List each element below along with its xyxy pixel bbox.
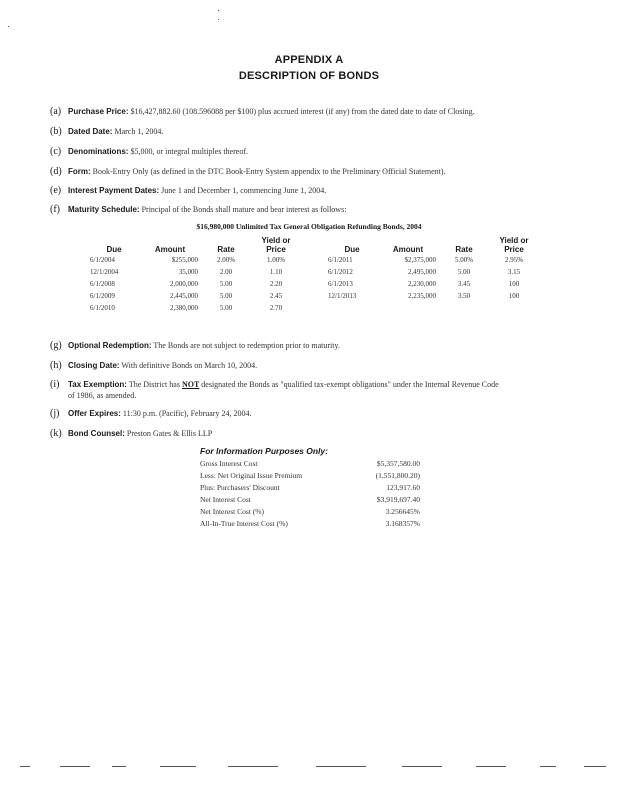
maturity-table-title: $16,980,000 Unlimited Tax General Obligation Refunding Bonds, 2004 bbox=[196, 222, 422, 231]
info-label: All-In-True Interest Cost (%) bbox=[200, 519, 288, 528]
purchase-price-label: Purchase Price: bbox=[68, 107, 129, 116]
maturity-schedule-item bbox=[50, 204, 570, 215]
item-letter: (e) bbox=[50, 185, 62, 196]
rate-cell: 3.50 bbox=[457, 292, 471, 300]
due-cell: 12/1/2013 bbox=[328, 292, 357, 300]
table-row bbox=[88, 302, 538, 314]
rate-cell: 5.00 bbox=[219, 304, 233, 312]
amount-cell: 2,235,000 bbox=[408, 292, 436, 300]
yield-cell: 2.20 bbox=[269, 280, 283, 288]
amount-cell: 35,000 bbox=[178, 268, 198, 276]
yield-cell: 100 bbox=[508, 280, 520, 288]
header-yield-or-price bbox=[490, 236, 538, 254]
due-cell: 6/1/2004 bbox=[90, 256, 115, 264]
table-row bbox=[88, 266, 538, 278]
due-cell: 6/1/2008 bbox=[90, 280, 115, 288]
item-letter: (k) bbox=[50, 428, 62, 439]
rate-cell: 5.00 bbox=[457, 268, 471, 276]
offer-expires-text: 11:30 p.m. (Pacific), February 24, 2004. bbox=[122, 409, 252, 418]
due-cell bbox=[326, 302, 378, 314]
column-gap bbox=[300, 278, 326, 290]
yield-cell: 2.95% bbox=[504, 256, 524, 264]
scan-artifact-line bbox=[160, 766, 196, 767]
column-gap bbox=[300, 290, 326, 302]
column-gap bbox=[300, 266, 326, 278]
bond-counsel-item bbox=[50, 428, 570, 439]
info-value: (1,551,800.20) bbox=[375, 471, 420, 480]
offer-expires-item bbox=[50, 408, 570, 419]
item-letter: (b) bbox=[50, 126, 62, 137]
info-value: $3,919,697.40 bbox=[376, 495, 420, 504]
optional-redemption-text: The Bonds are not subject to redemption prior to maturity. bbox=[153, 341, 340, 350]
rate-cell: 5.00% bbox=[454, 256, 474, 264]
amount-cell: $255,000 bbox=[171, 256, 198, 264]
denominations-item bbox=[50, 146, 570, 157]
item-letter: (h) bbox=[50, 360, 62, 371]
tax-exemption-text-before: The District has bbox=[128, 380, 180, 389]
offer-expires-label: Offer Expires: bbox=[68, 409, 121, 418]
tax-exemption-item bbox=[50, 379, 570, 401]
amount-cell bbox=[378, 302, 438, 314]
dated-date-label: Dated Date: bbox=[68, 127, 113, 136]
amount-cell: 2,445,000 bbox=[170, 292, 198, 300]
header-yield-or-price bbox=[252, 236, 300, 254]
item-letter: (g) bbox=[50, 340, 62, 351]
rate-cell: 5.00 bbox=[219, 280, 233, 288]
scan-artifact-line bbox=[316, 766, 366, 767]
item-letter: (i) bbox=[50, 379, 60, 390]
header-rate: Rate bbox=[455, 245, 473, 254]
scan-speck bbox=[8, 26, 9, 27]
info-heading: For Information Purposes Only: bbox=[200, 446, 328, 456]
table-row bbox=[88, 254, 538, 266]
due-cell: 6/1/2009 bbox=[90, 292, 115, 300]
closing-date-text: With definitive Bonds on March 10, 2004. bbox=[121, 361, 258, 370]
table-row bbox=[88, 290, 538, 302]
maturity-table bbox=[88, 236, 538, 314]
amount-cell: $2,375,000 bbox=[404, 256, 436, 264]
info-label: Plus: Purchasers' Discount bbox=[200, 483, 280, 492]
amount-cell: 2,380,000 bbox=[170, 304, 198, 312]
item-letter: (d) bbox=[50, 166, 62, 177]
tax-exemption-text-after: designated the Bonds as "qualified tax-exempt obligations" under the Internal Revenue Code bbox=[201, 380, 499, 389]
header-due: Due bbox=[344, 245, 360, 254]
optional-redemption-label: Optional Redemption: bbox=[68, 341, 152, 350]
dated-date-text: March 1, 2004. bbox=[114, 127, 164, 136]
item-letter: (j) bbox=[50, 408, 60, 419]
optional-redemption-item bbox=[50, 340, 570, 351]
form-item bbox=[50, 166, 570, 177]
rate-cell: 2.00% bbox=[216, 256, 236, 264]
due-cell: 6/1/2010 bbox=[90, 304, 115, 312]
info-row bbox=[200, 459, 420, 470]
form-label: Form: bbox=[68, 167, 91, 176]
closing-date-item bbox=[50, 360, 570, 371]
scan-speck bbox=[218, 10, 219, 11]
info-label: Net Interest Cost (%) bbox=[200, 507, 264, 516]
interest-payment-dates-text: June 1 and December 1, commencing June 1, 2004. bbox=[161, 186, 327, 195]
item-letter: (c) bbox=[50, 146, 62, 157]
info-value: $5,357,580.00 bbox=[376, 459, 420, 468]
yield-cell: 1.10 bbox=[269, 268, 283, 276]
tax-exemption-emphasis: NOT bbox=[181, 380, 200, 389]
form-text: Book-Entry Only (as defined in the DTC Book-Entry System appendix to the Preliminary Official Statement). bbox=[92, 167, 446, 176]
item-letter: (f) bbox=[50, 204, 60, 215]
info-value: 123,917.60 bbox=[386, 483, 420, 492]
yield-cell bbox=[490, 302, 538, 314]
info-label: Net Interest Cost bbox=[200, 495, 251, 504]
info-value: 3.256645% bbox=[385, 507, 420, 516]
due-cell: 6/1/2012 bbox=[328, 268, 353, 276]
yield-cell: 100 bbox=[508, 292, 520, 300]
rate-cell bbox=[438, 302, 490, 314]
header-rate: Rate bbox=[217, 245, 235, 254]
maturity-schedule-label: Maturity Schedule: bbox=[68, 205, 140, 214]
due-cell: 6/1/2013 bbox=[328, 280, 353, 288]
scan-artifact-line bbox=[476, 766, 506, 767]
info-label: Gross Interest Cost bbox=[200, 459, 258, 468]
maturity-table-header bbox=[88, 236, 538, 254]
tax-exemption-label: Tax Exemption: bbox=[68, 380, 127, 389]
yield-cell: 2.45 bbox=[269, 292, 283, 300]
table-row bbox=[88, 278, 538, 290]
header-yield-line1: Yield or bbox=[499, 236, 529, 245]
tax-exemption-continuation: of 1986, as amended. bbox=[68, 391, 137, 400]
item-letter: (a) bbox=[50, 106, 62, 117]
due-cell: 6/1/2011 bbox=[328, 256, 353, 264]
header-amount: Amount bbox=[154, 245, 186, 254]
purchase-price-text: $16,427,882.60 (108.596088 per $100) plus accrued interest (if any) from the dated date to date of Closing. bbox=[130, 107, 475, 116]
denominations-label: Denominations: bbox=[68, 147, 129, 156]
interest-payment-dates-label: Interest Payment Dates: bbox=[68, 186, 160, 195]
scan-artifact-line bbox=[584, 766, 606, 767]
yield-cell: 2.70 bbox=[269, 304, 283, 312]
column-gap bbox=[300, 254, 326, 266]
yield-cell: 1.00% bbox=[266, 256, 286, 264]
info-row bbox=[200, 495, 420, 506]
dated-date-item bbox=[50, 126, 570, 137]
rate-cell: 5.00 bbox=[219, 292, 233, 300]
info-label: Less: Net Original Issue Premium bbox=[200, 471, 303, 480]
bond-counsel-label: Bond Counsel: bbox=[68, 429, 125, 438]
maturity-schedule-text: Principal of the Bonds shall mature and bear interest as follows: bbox=[141, 205, 347, 214]
info-row bbox=[200, 483, 420, 494]
amount-cell: 2,000,000 bbox=[170, 280, 198, 288]
info-value: 3.168357% bbox=[385, 519, 420, 528]
scan-artifact-line bbox=[60, 766, 90, 767]
scan-artifact-line bbox=[20, 766, 30, 767]
scan-speck bbox=[218, 19, 219, 20]
column-gap bbox=[300, 236, 326, 254]
interest-payment-dates-item bbox=[50, 185, 570, 196]
amount-cell: 2,230,000 bbox=[408, 280, 436, 288]
bond-counsel-text: Preston Gates & Ellis LLP bbox=[126, 429, 213, 438]
header-amount: Amount bbox=[392, 245, 424, 254]
denominations-text: $5,000, or integral multiples thereof. bbox=[130, 147, 248, 156]
closing-date-label: Closing Date: bbox=[68, 361, 120, 370]
scan-artifact-line bbox=[228, 766, 278, 767]
scan-artifact-line bbox=[402, 766, 442, 767]
due-cell: 12/1/2004 bbox=[90, 268, 119, 276]
header-due: Due bbox=[106, 245, 122, 254]
yield-cell: 3.15 bbox=[507, 268, 521, 276]
appendix-title: APPENDIX A bbox=[274, 54, 344, 66]
description-title: DESCRIPTION OF BONDS bbox=[238, 70, 380, 82]
header-yield-line2: Price bbox=[266, 245, 286, 254]
amount-cell: 2,495,000 bbox=[408, 268, 436, 276]
column-gap bbox=[300, 302, 326, 314]
rate-cell: 2.00 bbox=[219, 268, 233, 276]
info-row bbox=[200, 519, 420, 530]
header-yield-line1: Yield or bbox=[261, 236, 291, 245]
scan-artifact-line bbox=[540, 766, 556, 767]
header-yield-line2: Price bbox=[504, 245, 524, 254]
scan-artifact-line bbox=[112, 766, 126, 767]
info-row bbox=[200, 507, 420, 518]
purchase-price-item bbox=[50, 106, 570, 117]
rate-cell: 3.45 bbox=[457, 280, 471, 288]
info-row bbox=[200, 471, 420, 482]
